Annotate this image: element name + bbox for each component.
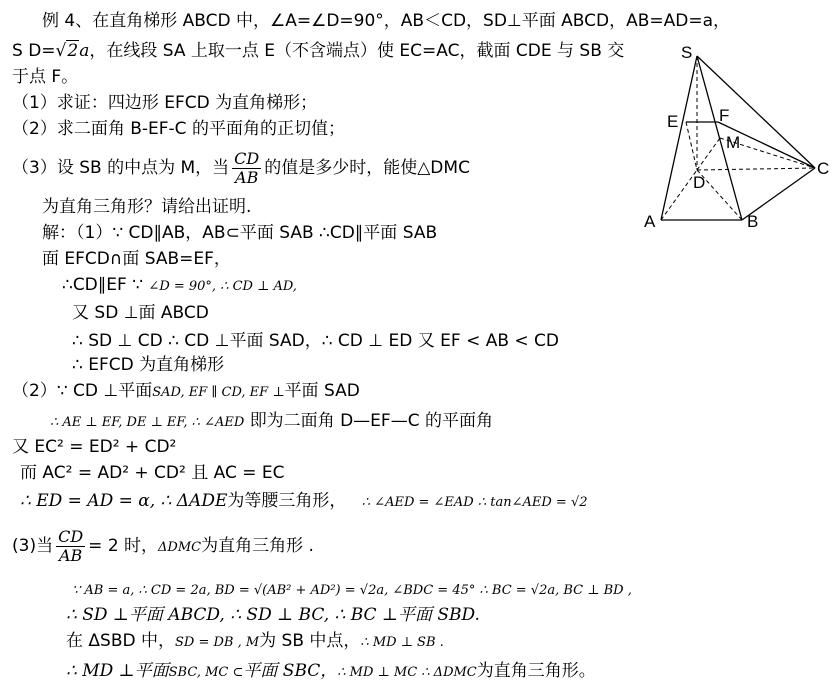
solution-line-7 [12,380,360,404]
solution-line-4: 又 SD ⊥面 ABCD [72,303,209,323]
fraction-numerator: CD [234,148,260,168]
label-f: F [719,106,730,125]
label-d: D [693,173,706,192]
question-3-rest: 的值是多少时，能使△DMC [264,158,470,178]
label-c: C [817,159,830,178]
solution-line-12-condition: = 2 时， [88,536,159,556]
edge-dm-hidden [697,138,720,170]
solution-line-2: 面 EFCD∩面 SAB=EF， [42,249,231,269]
solution-line-15 [66,630,444,654]
solution-line-15a: 在 ΔSBD 中， [66,631,175,651]
solution-line-11a: ∴ ED = AD = α, ∴ ΔADE [20,491,228,511]
solution-line-7a: （2）∵ CD ⊥平面 [12,381,153,401]
problem-line-2-rest: ，在线段 SA 上取一点 E（不含端点）使 EC=AC，截面 CDE 与 SB 交 [89,41,625,61]
solution-line-15c: 为 SB 中点， [259,631,361,651]
question-3-prefix: （3）设 SB 的中点为 M，当 [12,158,230,178]
variable-a: a [79,41,90,61]
solution-line-16a: ∴ MD ⊥平面 [66,661,169,681]
edge-ed-hidden [686,122,697,170]
solution-line-5: ∴ SD ⊥ CD ∴ CD ⊥平面 SAD，∴ CD ⊥ ED 又 EF < AB < CD [72,331,560,351]
fraction-cd-ab-solution [56,528,85,565]
label-e: E [667,112,679,131]
solution-line-8 [50,410,493,434]
solution-line-7c: 平面 SAD [284,381,360,401]
solution-line-7b: SAD, EF ∥ CD, EF ⊥ [152,385,285,400]
solution-line-11b: 为等腰三角形， [227,491,347,511]
solution-line-8b: 即为二面角 D—EF—C 的平面角 [249,411,493,431]
problem-line-2-prefix: S D= [12,41,56,61]
solution-line-3b: ∠D = 90°, ∴ CD ⊥ AD, [148,279,297,294]
solution-line-3a: ∴CD∥EF ∵ [62,275,144,295]
solution-line-11 [20,490,588,514]
label-s: S [681,43,693,62]
solution-line-16b: SBC, MC ⊂ [168,665,244,680]
solution-line-13 [72,578,632,602]
problem-line-2 [12,40,624,62]
solution-line-12 [12,524,314,570]
solution-line-11c: ∴ ∠AED = ∠EAD ∴ tan∠AED = √2 [361,495,588,510]
solution-line-14-text: ∴ SD ⊥平面 ABCD, ∴ SD ⊥ BC, ∴ BC ⊥平面 SBD. [66,605,480,625]
fraction-denominator: AB [235,167,259,187]
problem-line-1: 例 4、在直角梯形 ABCD 中，∠A=∠D=90°，AB＜CD，SD⊥平面 ABCD，AB=AD=a， [42,11,731,31]
sqrt-radicand: 2 [67,41,79,61]
solution-line-12-prefix: (3)当 [12,536,54,556]
solution-line-8a: ∴ AE ⊥ EF, DE ⊥ EF, ∴ ∠AED [50,415,245,430]
solution-line-13-text: ∵ AB = a, ∴ CD = 2a, BD = √(AB² + AD²) = √2a, ∠BDC = 45° ∴ BC = √2a, BC ⊥ BD , [72,583,632,598]
question-1: （1）求证：四边形 EFCD 为直角梯形； [12,93,318,113]
edge-sc [697,56,815,168]
edge-dc-hidden [697,168,815,170]
question-3 [12,146,470,190]
solution-line-1: 解：（1）∵ CD∥AB，AB⊂平面 SAB ∴CD∥平面 SAB [42,223,438,243]
solution-line-6: ∴ EFCD 为直角梯形 [72,355,225,375]
solution-line-9: 又 EC² = ED² + CD² [12,437,177,457]
question-2: （2）求二面角 B-EF-C 的平面角的正切值； [12,119,345,139]
fraction-cd-ab [232,150,261,187]
solution-line-12-end: 为直角三角形 . [201,536,314,556]
solution-line-12-triangle: ΔDMC [158,540,202,555]
solution-line-3 [62,274,297,298]
fraction-denominator: AB [58,545,83,565]
pyramid-figure [638,38,834,238]
solution-line-15b: SD = DB , M [174,635,260,650]
fraction-numerator: CD [58,526,84,546]
solution-line-16d: ∴ MD ⊥ MC ∴ ΔDMC [337,665,477,680]
label-m: M [726,133,741,152]
problem-line-3: 于点 F。 [12,67,79,87]
label-a: A [644,212,656,231]
label-b: B [747,212,759,231]
solution-line-16 [66,660,596,684]
solution-line-16c: 平面 SBC， [243,661,338,681]
solution-line-16e: 为直角三角形。 [476,661,596,681]
solution-line-14 [66,604,480,626]
sqrt-expression: √2 [55,41,79,61]
solution-line-15d: ∴ MD ⊥ SB . [360,635,444,650]
question-3-continued: 为直角三角形？请给出证明. [42,197,252,217]
solution-line-10: 而 AC² = AD² + CD² 且 AC = EC [20,463,285,483]
